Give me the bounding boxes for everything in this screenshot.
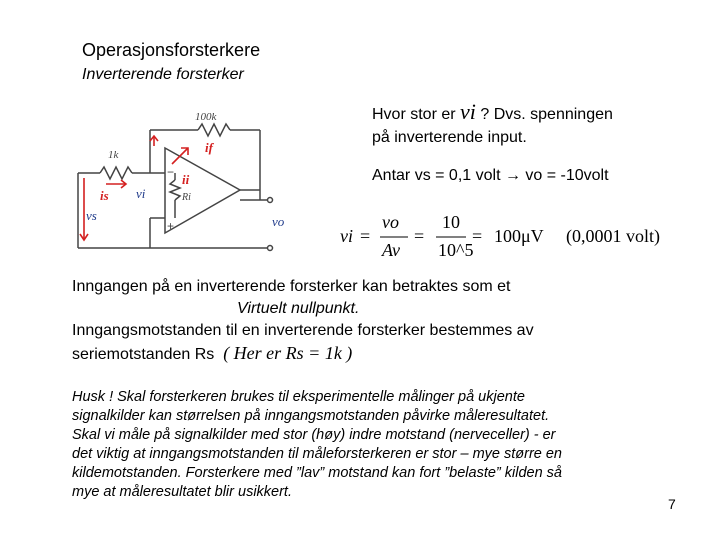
formula-den2: 10^5 [438, 240, 474, 260]
slide-subtitle: Inverterende forsterker [82, 66, 244, 83]
para-line4-pre: seriemotstanden Rs [72, 346, 215, 363]
vi-circuit-label: vi [136, 186, 146, 201]
formula-eq3: = [472, 226, 483, 246]
formula-den1: Av [382, 240, 400, 260]
formula-num2: 10 [442, 212, 460, 232]
is-label: is [100, 188, 109, 203]
husk-line: kildemotstanden. Forsterkere med ”lav” motstand kan fort ”belaste” kilden så [72, 465, 562, 481]
husk-line: signalkilder kan størrelsen på inngangsmotstanden påvirke måleresultatet. [72, 408, 550, 424]
question-symbol: vi [460, 99, 476, 124]
virtual-ground-paragraph [72, 276, 672, 366]
assumption-text: Antar vs = 0,1 volt → vo = -10volt [372, 167, 609, 184]
ii-label: ii [182, 172, 190, 187]
ri-label: Ri [182, 192, 191, 203]
if-label: if [205, 140, 213, 155]
slide-title: Operasjonsforsterkere [82, 40, 261, 60]
formula-eq1: = [360, 226, 371, 246]
husk-note [72, 388, 652, 502]
formula [338, 210, 668, 262]
minus-terminal: − [167, 165, 175, 179]
page-number: 7 [668, 496, 676, 512]
input-resistor-label: 1k [108, 149, 119, 161]
question-line1-pre: Hvor stor er [372, 106, 461, 123]
husk-line: mye at måleresultatet blir usikkert. [72, 484, 292, 500]
husk-line: det viktig at inngangsmotstanden til måleforsterkeren er stor – mye større en [72, 446, 562, 462]
plus-terminal: + [167, 219, 175, 233]
formula-result: 100μV [494, 226, 544, 246]
formula-num1: vo [382, 212, 399, 232]
feedback-resistor-label: 100k [195, 111, 217, 123]
para-line2: Virtuelt nullpunkt. [237, 300, 360, 317]
formula-lhs: vi [340, 226, 353, 246]
question-line2: på inverterende input. [372, 129, 527, 146]
formula-eq2: = [414, 226, 425, 246]
inverting-amplifier-circuit [70, 108, 310, 258]
question-text [372, 100, 613, 149]
husk-line: Husk ! Skal forsterkeren brukes til eksperimentelle målinger på ukjente [72, 389, 525, 405]
vo-label: vo [272, 214, 285, 229]
para-line3: Inngangsmotstanden til en inverterende forsterker bestemmes av [72, 322, 534, 339]
husk-line: Skal vi måle på signalkilder med stor (høy) indre motstand (nerveceller) - er [72, 427, 556, 443]
para-line4-note: ( Her er Rs = 1k ) [223, 343, 353, 363]
question-line1-post: ? Dvs. spenningen [475, 106, 613, 123]
para-line1: Inngangen på en inverterende forsterker kan betraktes som et [72, 278, 511, 295]
formula-note: (0,0001 volt) [566, 226, 660, 246]
vs-label: vs [86, 208, 97, 223]
